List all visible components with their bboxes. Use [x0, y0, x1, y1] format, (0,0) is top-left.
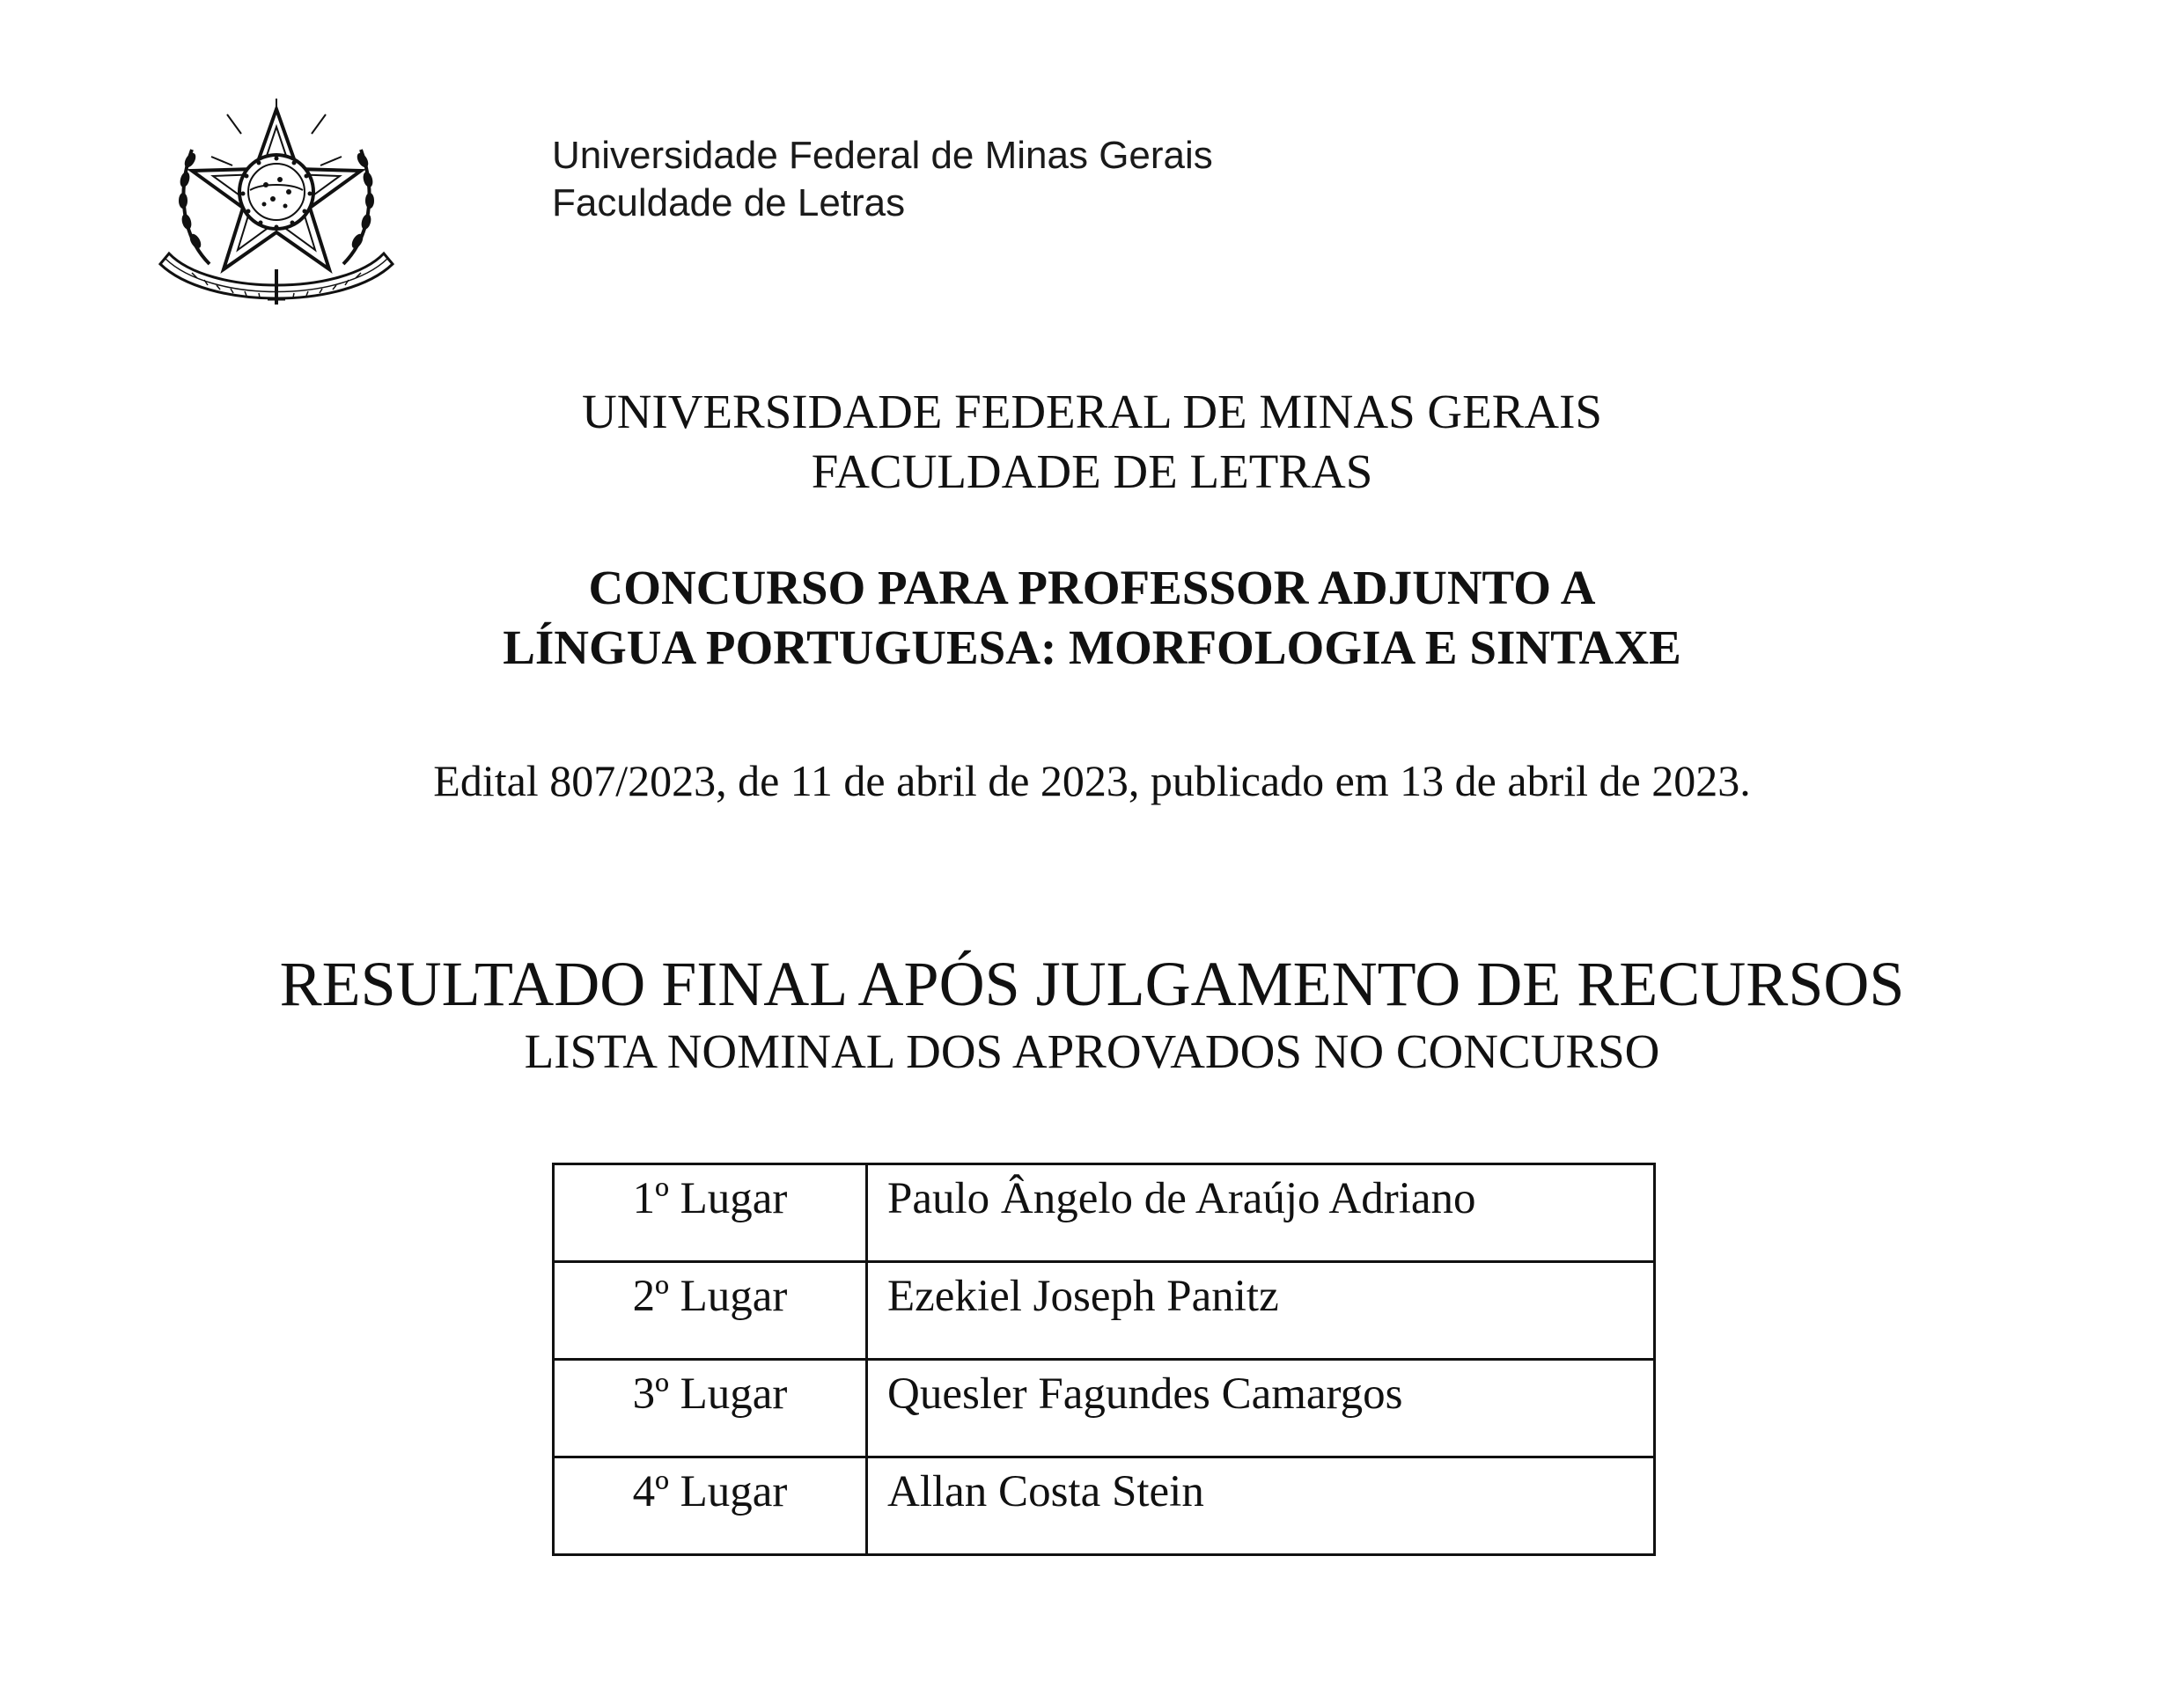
letterhead-university: Universidade Federal de Minas Gerais [552, 134, 1213, 177]
ranking-name: Ezekiel Joseph Panitz [867, 1262, 1655, 1360]
ranking-name: Allan Costa Stein [867, 1457, 1655, 1555]
ranking-place: 2º Lugar [554, 1262, 867, 1360]
letterhead-faculty: Faculdade de Letras [552, 181, 906, 224]
table-row [554, 1262, 1655, 1360]
contest-title-line2: LÍNGUA PORTUGUESA: MORFOLOGIA E SINTAXE [503, 620, 1681, 674]
contest-title [0, 558, 2184, 678]
coat-of-arms-icon [157, 88, 396, 312]
ranking-name: Quesler Fagundes Camargos [867, 1360, 1655, 1457]
contest-title-line1: CONCURSO PARA PROFESSOR ADJUNTO A [588, 561, 1596, 614]
ranking-name: Paulo Ângelo de Araújo Adriano [867, 1164, 1655, 1262]
ranking-table [552, 1163, 1656, 1556]
table-row [554, 1457, 1655, 1555]
edital-reference: Edital 807/2023, de 11 de abril de 2023, publicado em 13 de abril de 2023. [433, 756, 1751, 805]
result-subtitle: LISTA NOMINAL DOS APROVADOS NO CONCURSO [524, 1024, 1660, 1078]
ranking-place: 4º Lugar [554, 1457, 867, 1555]
result-title: RESULTADO FINAL APÓS JULGAMENTO DE RECURSOS [279, 949, 1905, 1019]
institution-heading [0, 382, 2184, 502]
institution-faculty: FACULDADE DE LETRAS [811, 444, 1373, 498]
table-row [554, 1360, 1655, 1457]
ranking-place: 1º Lugar [554, 1164, 867, 1262]
table-row [554, 1164, 1655, 1262]
ranking-place: 3º Lugar [554, 1360, 867, 1457]
institution-university: UNIVERSIDADE FEDERAL DE MINAS GERAIS [581, 385, 1603, 438]
letterhead [552, 132, 1213, 227]
